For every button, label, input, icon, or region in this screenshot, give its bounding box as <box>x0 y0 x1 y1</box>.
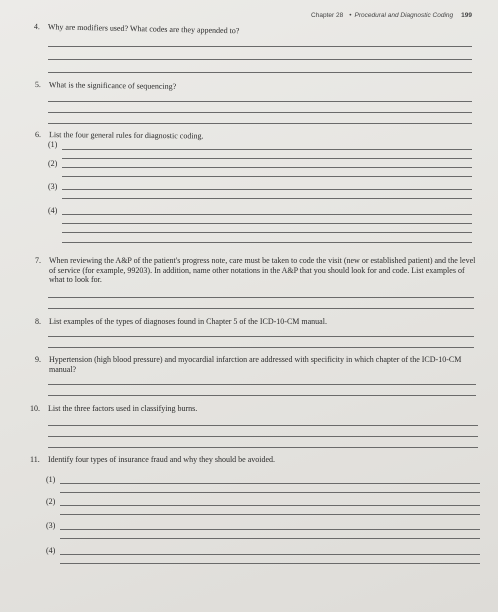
answer-line[interactable] <box>48 112 472 113</box>
question-text: When reviewing the A&P of the patient's progress note, care must be taken to code the visit (new or established patient) and the level of service (for example, 99203). In addition, name other notations in the A&P that you should look for and code. List examples of what to look for. <box>49 256 476 284</box>
answer-line[interactable] <box>62 198 472 199</box>
answer-line[interactable] <box>62 158 472 159</box>
answer-line[interactable] <box>48 395 476 396</box>
header-bullet: • <box>349 12 352 19</box>
answer-line[interactable] <box>62 189 472 190</box>
answer-line[interactable] <box>48 46 472 47</box>
answer-line[interactable] <box>48 447 478 448</box>
question-text: List examples of the types of diagnoses found in Chapter 5 of the ICD-10-CM manual. <box>49 317 327 326</box>
question-number: 9. <box>35 355 41 364</box>
answer-line[interactable] <box>48 308 474 309</box>
question-number: 7. <box>35 256 41 265</box>
answer-line[interactable] <box>48 101 472 102</box>
list-item-label: (3) <box>46 521 56 530</box>
answer-line[interactable] <box>48 72 472 73</box>
list-item-label: (2) <box>48 159 58 168</box>
answer-line[interactable] <box>62 242 472 243</box>
answer-line[interactable] <box>62 149 472 150</box>
answer-line[interactable] <box>62 167 472 168</box>
answer-line[interactable] <box>48 347 474 348</box>
question-number: 5. <box>34 80 41 90</box>
question-text: Why are modifiers used? What codes are they appended to? <box>47 22 240 36</box>
answer-line[interactable] <box>60 529 480 530</box>
question-number: 11. <box>30 455 40 464</box>
question-text: Identify four types of insurance fraud and why they should be avoided. <box>48 455 276 464</box>
answer-line[interactable] <box>48 297 474 298</box>
answer-line[interactable] <box>60 483 480 484</box>
list-item-label: (2) <box>46 497 56 506</box>
question-number: 8. <box>35 317 41 326</box>
answer-line[interactable] <box>60 505 480 506</box>
list-item-label: (4) <box>48 206 58 215</box>
answer-line[interactable] <box>60 554 480 555</box>
list-item-label: (3) <box>48 182 58 191</box>
question-6 <box>34 130 475 141</box>
answer-line[interactable] <box>60 514 480 515</box>
answer-line[interactable] <box>48 384 476 385</box>
question-text: Hypertension (high blood pressure) and myocardial infarction are addressed with specificity in which chapter of the ICD-10-CM manual? <box>49 355 462 374</box>
page-number: 199 <box>461 12 472 19</box>
chapter-label: Chapter 28 <box>311 12 344 19</box>
question-text: What is the significance of sequencing? <box>48 80 177 91</box>
question-number: 6. <box>34 130 41 140</box>
question-text: List the four general rules for diagnostic coding. <box>48 130 204 141</box>
answer-line[interactable] <box>48 436 478 437</box>
question-4 <box>33 22 474 36</box>
answer-line[interactable] <box>62 214 472 215</box>
question-number: 4. <box>33 22 40 32</box>
list-item-label: (1) <box>46 475 56 484</box>
question-text: List the three factors used in classifying burns. <box>48 404 198 413</box>
answer-line[interactable] <box>62 223 472 224</box>
answer-line[interactable] <box>62 232 472 233</box>
list-item-label: (1) <box>48 140 58 149</box>
answer-line[interactable] <box>60 563 480 564</box>
answer-line[interactable] <box>60 492 480 493</box>
answer-line[interactable] <box>48 123 472 124</box>
chapter-title: Procedural and Diagnostic Coding <box>354 12 454 19</box>
question-number: 10. <box>30 404 40 413</box>
list-item-label: (4) <box>46 546 56 555</box>
page-header <box>311 12 472 19</box>
question-5 <box>34 80 475 91</box>
answer-line[interactable] <box>48 425 478 426</box>
answer-line[interactable] <box>48 59 472 60</box>
answer-line[interactable] <box>62 176 472 177</box>
answer-line[interactable] <box>60 538 480 539</box>
answer-line[interactable] <box>48 336 474 337</box>
